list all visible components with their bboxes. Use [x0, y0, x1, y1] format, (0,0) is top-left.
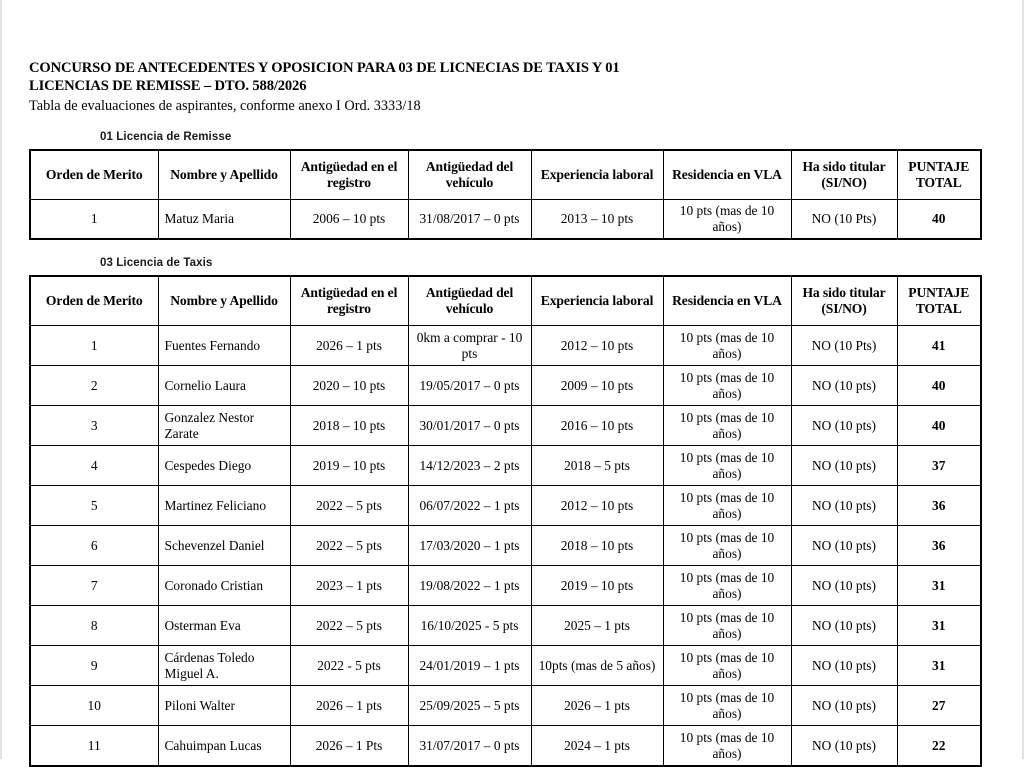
- col-header-nombre: Nombre y Apellido: [158, 276, 290, 326]
- cell-experiencia: 2009 – 10 pts: [531, 366, 663, 406]
- col-header-titular-l1: Ha sido titular: [802, 159, 886, 174]
- cell-antiguedad-vehiculo: 0km a comprar - 10 pts: [408, 326, 531, 366]
- cell-titular: NO (10 pts): [791, 406, 897, 446]
- cell-titular: NO (10 pts): [791, 566, 897, 606]
- cell-orden: 4: [30, 446, 158, 486]
- cell-residencia: 10 pts (mas de 10 años): [663, 686, 791, 726]
- cell-nombre: Coronado Cristian: [158, 566, 290, 606]
- cell-residencia: 10 pts (mas de 10 años): [663, 406, 791, 446]
- table-header-remisse: [30, 150, 981, 200]
- col-header-antiguedad-registro-l2: registro: [327, 175, 371, 190]
- section-label-remisse: 01 Licencia de Remisse: [100, 131, 232, 143]
- col-header-orden: Orden de Merito: [30, 150, 158, 200]
- cell-experiencia: 10pts (mas de 5 años): [531, 646, 663, 686]
- cell-antiguedad-registro: 2026 – 1 Pts: [290, 726, 408, 767]
- cell-orden: 10: [30, 686, 158, 726]
- cell-orden: 6: [30, 526, 158, 566]
- cell-experiencia: 2013 – 10 pts: [531, 200, 663, 240]
- cell-antiguedad-registro: 2026 – 1 pts: [290, 686, 408, 726]
- col-header-nombre: Nombre y Apellido: [158, 150, 290, 200]
- cell-titular: NO (10 pts): [791, 726, 897, 767]
- table-row: [30, 366, 981, 406]
- cell-residencia: 10 pts (mas de 10 años): [663, 200, 791, 240]
- cell-residencia: 10 pts (mas de 10 años): [663, 566, 791, 606]
- cell-nombre: Matuz Maria: [158, 200, 290, 240]
- table-row: [30, 606, 981, 646]
- cell-antiguedad-registro: 2022 – 5 pts: [290, 606, 408, 646]
- col-header-experiencia: Experiencia laboral: [531, 276, 663, 326]
- table-row: [30, 686, 981, 726]
- cell-orden: 1: [30, 200, 158, 240]
- cell-orden: 9: [30, 646, 158, 686]
- cell-experiencia: 2018 – 10 pts: [531, 526, 663, 566]
- table-licencia-taxis: [29, 275, 982, 767]
- cell-nombre: Fuentes Fernando: [158, 326, 290, 366]
- col-header-residencia: Residencia en VLA: [663, 276, 791, 326]
- col-header-antiguedad-registro-l1: Antigüedad en el: [300, 285, 398, 300]
- cell-puntaje-total: 36: [897, 486, 981, 526]
- col-header-antiguedad-registro-l1: Antigüedad en el: [300, 159, 398, 174]
- cell-puntaje-total: 36: [897, 526, 981, 566]
- col-header-puntaje-l2: TOTAL: [915, 175, 962, 190]
- cell-experiencia: 2026 – 1 pts: [531, 686, 663, 726]
- cell-antiguedad-registro: 2020 – 10 pts: [290, 366, 408, 406]
- cell-orden: 5: [30, 486, 158, 526]
- cell-orden: 8: [30, 606, 158, 646]
- cell-titular: NO (10 Pts): [791, 326, 897, 366]
- col-header-titular-l2: (SI/NO): [821, 175, 867, 190]
- cell-residencia: 10 pts (mas de 10 años): [663, 446, 791, 486]
- cell-antiguedad-registro: 2019 – 10 pts: [290, 446, 408, 486]
- table-row: [30, 446, 981, 486]
- cell-puntaje-total: 40: [897, 366, 981, 406]
- cell-puntaje-total: 31: [897, 646, 981, 686]
- cell-nombre: Osterman Eva: [158, 606, 290, 646]
- table-body-taxis: [30, 326, 981, 767]
- col-header-puntaje-total: [897, 276, 981, 326]
- cell-titular: NO (10 pts): [791, 366, 897, 406]
- cell-antiguedad-vehiculo: 31/07/2017 – 0 pts: [408, 726, 531, 767]
- cell-antiguedad-vehiculo: 25/09/2025 – 5 pts: [408, 686, 531, 726]
- cell-residencia: 10 pts (mas de 10 años): [663, 526, 791, 566]
- col-header-residencia: Residencia en VLA: [663, 150, 791, 200]
- cell-antiguedad-registro: 2022 – 5 pts: [290, 486, 408, 526]
- cell-antiguedad-vehiculo: 19/05/2017 – 0 pts: [408, 366, 531, 406]
- page-title-line-1: CONCURSO DE ANTECEDENTES Y OPOSICION PARA 03 DE LICNECIAS DE TAXIS Y 01: [29, 60, 620, 76]
- table-licencia-remisse: [29, 149, 982, 240]
- cell-antiguedad-registro: 2026 – 1 pts: [290, 326, 408, 366]
- table-body-remisse: [30, 200, 981, 240]
- cell-puntaje-total: 31: [897, 566, 981, 606]
- cell-nombre: Cahuimpan Lucas: [158, 726, 290, 767]
- cell-experiencia: 2025 – 1 pts: [531, 606, 663, 646]
- table-header-taxis: [30, 276, 981, 326]
- col-header-antiguedad-registro-l2: registro: [327, 301, 371, 316]
- table-row: [30, 646, 981, 686]
- cell-antiguedad-vehiculo: 31/08/2017 – 0 pts: [408, 200, 531, 240]
- cell-experiencia: 2019 – 10 pts: [531, 566, 663, 606]
- cell-antiguedad-registro: 2022 - 5 pts: [290, 646, 408, 686]
- col-header-puntaje-l1: PUNTAJE: [908, 159, 970, 174]
- cell-antiguedad-registro: 2018 – 10 pts: [290, 406, 408, 446]
- cell-antiguedad-registro: 2023 – 1 pts: [290, 566, 408, 606]
- cell-titular: NO (10 pts): [791, 486, 897, 526]
- cell-nombre: Gonzalez Nestor Zarate: [158, 406, 290, 446]
- col-header-antiguedad-vehiculo: [408, 150, 531, 200]
- cell-nombre: Martinez Feliciano: [158, 486, 290, 526]
- col-header-titular-l1: Ha sido titular: [802, 285, 886, 300]
- cell-antiguedad-vehiculo: 30/01/2017 – 0 pts: [408, 406, 531, 446]
- cell-titular: NO (10 Pts): [791, 200, 897, 240]
- cell-residencia: 10 pts (mas de 10 años): [663, 366, 791, 406]
- page-title-line-2: LICENCIAS DE REMISSE – DTO. 588/2026: [29, 77, 307, 94]
- col-header-puntaje-total: [897, 150, 981, 200]
- cell-orden: 7: [30, 566, 158, 606]
- cell-residencia: 10 pts (mas de 10 años): [663, 606, 791, 646]
- col-header-antiguedad-registro: [290, 150, 408, 200]
- table-row: [30, 526, 981, 566]
- table-row: [30, 726, 981, 767]
- cell-nombre: Cornelio Laura: [158, 366, 290, 406]
- cell-antiguedad-vehiculo: 24/01/2019 – 1 pts: [408, 646, 531, 686]
- cell-residencia: 10 pts (mas de 10 años): [663, 726, 791, 767]
- page-title: [29, 0, 629, 95]
- cell-titular: NO (10 pts): [791, 526, 897, 566]
- table-row: [30, 200, 981, 240]
- cell-experiencia: 2012 – 10 pts: [531, 326, 663, 366]
- col-header-titular: [791, 150, 897, 200]
- col-header-experiencia: Experiencia laboral: [531, 150, 663, 200]
- col-header-titular-l2: (SI/NO): [821, 301, 867, 316]
- cell-puntaje-total: 40: [897, 200, 981, 240]
- col-header-titular: [791, 276, 897, 326]
- cell-experiencia: 2016 – 10 pts: [531, 406, 663, 446]
- page-subtitle: Tabla de evaluaciones de aspirantes, conforme anexo I Ord. 3333/18: [29, 98, 421, 114]
- col-header-antiguedad-vehiculo-l2: vehículo: [445, 301, 494, 316]
- cell-titular: NO (10 pts): [791, 606, 897, 646]
- col-header-orden: Orden de Merito: [30, 276, 158, 326]
- cell-antiguedad-vehiculo: 19/08/2022 – 1 pts: [408, 566, 531, 606]
- table-row: [30, 406, 981, 446]
- col-header-antiguedad-vehiculo-l1: Antigüedad del: [425, 285, 514, 300]
- cell-nombre: Cespedes Diego: [158, 446, 290, 486]
- cell-puntaje-total: 27: [897, 686, 981, 726]
- cell-puntaje-total: 37: [897, 446, 981, 486]
- document-content: [29, 0, 989, 767]
- cell-antiguedad-registro: 2006 – 10 pts: [290, 200, 408, 240]
- col-header-puntaje-l1: PUNTAJE: [908, 285, 970, 300]
- table-row: [30, 326, 981, 366]
- cell-antiguedad-vehiculo: 06/07/2022 – 1 pts: [408, 486, 531, 526]
- cell-titular: NO (10 pts): [791, 686, 897, 726]
- cell-nombre: Piloni Walter: [158, 686, 290, 726]
- cell-puntaje-total: 31: [897, 606, 981, 646]
- cell-experiencia: 2024 – 1 pts: [531, 726, 663, 767]
- col-header-antiguedad-vehiculo-l2: vehículo: [445, 175, 494, 190]
- cell-titular: NO (10 pts): [791, 446, 897, 486]
- cell-residencia: 10 pts (mas de 10 años): [663, 646, 791, 686]
- cell-titular: NO (10 pts): [791, 646, 897, 686]
- cell-nombre: Cárdenas Toledo Miguel A.: [158, 646, 290, 686]
- col-header-antiguedad-vehiculo: [408, 276, 531, 326]
- table-header-row: [30, 150, 981, 200]
- cell-residencia: 10 pts (mas de 10 años): [663, 486, 791, 526]
- cell-nombre: Schevenzel Daniel: [158, 526, 290, 566]
- cell-residencia: 10 pts (mas de 10 años): [663, 326, 791, 366]
- table-row: [30, 566, 981, 606]
- cell-experiencia: 2012 – 10 pts: [531, 486, 663, 526]
- cell-experiencia: 2018 – 5 pts: [531, 446, 663, 486]
- cell-orden: 2: [30, 366, 158, 406]
- cell-antiguedad-vehiculo: 16/10/2025 - 5 pts: [408, 606, 531, 646]
- section-label-taxis: 03 Licencia de Taxis: [100, 257, 213, 269]
- cell-puntaje-total: 40: [897, 406, 981, 446]
- cell-orden: 3: [30, 406, 158, 446]
- cell-puntaje-total: 22: [897, 726, 981, 767]
- table-row: [30, 486, 981, 526]
- cell-antiguedad-vehiculo: 17/03/2020 – 1 pts: [408, 526, 531, 566]
- cell-puntaje-total: 41: [897, 326, 981, 366]
- col-header-antiguedad-registro: [290, 276, 408, 326]
- table-header-row: [30, 276, 981, 326]
- col-header-antiguedad-vehiculo-l1: Antigüedad del: [425, 159, 514, 174]
- cell-orden: 1: [30, 326, 158, 366]
- cell-antiguedad-registro: 2022 – 5 pts: [290, 526, 408, 566]
- col-header-puntaje-l2: TOTAL: [915, 301, 962, 316]
- cell-antiguedad-vehiculo: 14/12/2023 – 2 pts: [408, 446, 531, 486]
- cell-orden: 11: [30, 726, 158, 767]
